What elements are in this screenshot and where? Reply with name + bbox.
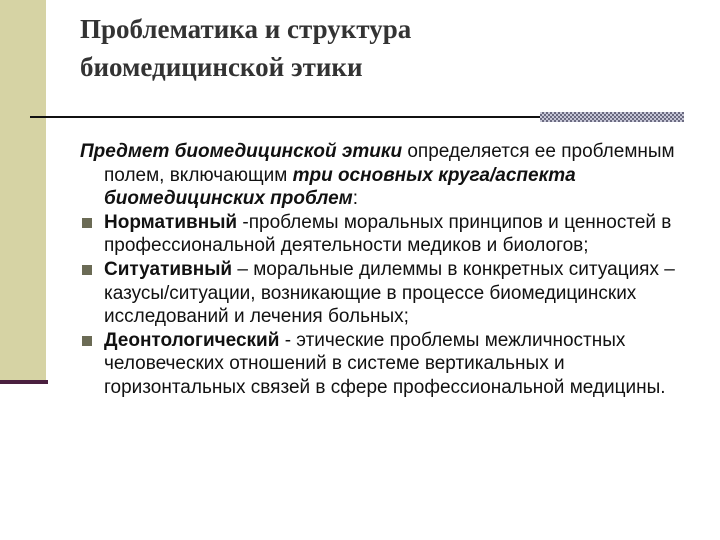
- slide-title: [80, 10, 700, 86]
- square-bullet-icon: [82, 265, 92, 275]
- item-term: Нормативный: [104, 211, 238, 233]
- title-line-1: Проблематика и структура: [80, 14, 412, 44]
- intro-emphasis: три основных круга/аспекта биомедицинских проблем: [104, 164, 576, 210]
- item-text: - этические проблемы межличностных человеческих отношений в системе вертикальных и горизонтальных связей в сфере профессиональной медицины.: [104, 329, 666, 398]
- decorative-band-line: [0, 380, 48, 384]
- item-text: -проблемы моральных принципов и ценностей в профессиональной деятельности медиков и биологов;: [104, 211, 672, 257]
- item-term: Ситуативный: [104, 258, 233, 280]
- intro-colon: :: [352, 188, 358, 210]
- list-item: [80, 211, 680, 258]
- item-term: Деонтологический: [104, 329, 280, 351]
- list-item: [80, 329, 680, 400]
- title-divider: [30, 116, 540, 118]
- square-bullet-icon: [82, 218, 92, 228]
- slide-body: [80, 140, 680, 400]
- title-line-2: биомедицинской этики: [80, 52, 363, 82]
- decorative-checker-bar: [540, 112, 684, 122]
- list-item: [80, 258, 680, 329]
- decorative-side-band: [0, 0, 46, 383]
- intro-subject: Предмет биомедицинской этики: [80, 141, 403, 162]
- item-text: – моральные дилеммы в конкретных ситуациях – казусы/ситуации, возникающие в процессе биомедицинских исследований и лечения больных;: [104, 258, 675, 328]
- intro-paragraph: [80, 140, 680, 211]
- intro-text: определяется ее проблемным полем, включающим: [104, 141, 675, 186]
- square-bullet-icon: [82, 336, 92, 346]
